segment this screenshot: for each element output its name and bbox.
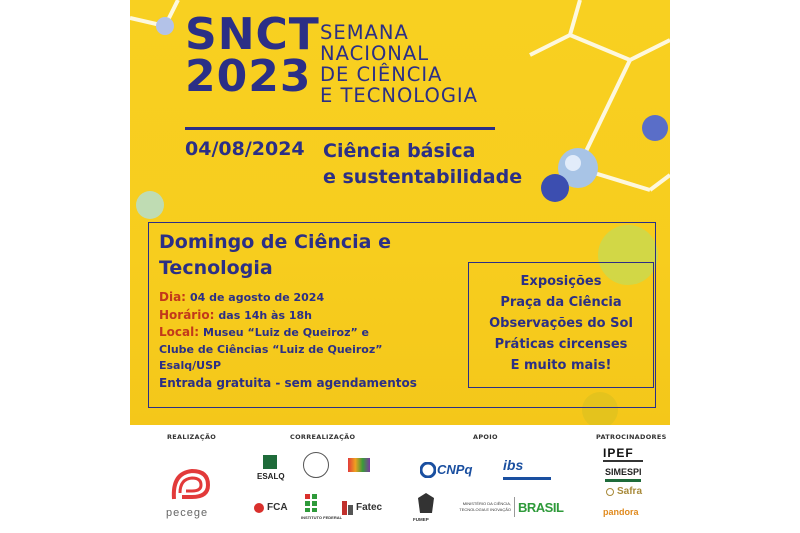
fatec-icon <box>342 501 354 515</box>
ipef-underline <box>603 460 643 462</box>
safra-icon <box>606 488 614 496</box>
pecege-logo-text: pecege <box>166 507 209 519</box>
time-row <box>159 307 417 325</box>
name-line-2: NACIONAL <box>320 42 430 65</box>
activity-item: Exposições <box>520 274 602 289</box>
day-row <box>159 289 417 307</box>
activity-item: Praça da Ciência <box>500 295 622 310</box>
header-realizacao: REALIZAÇÃO <box>167 433 217 441</box>
place-row <box>159 324 417 342</box>
left-margin <box>0 0 130 425</box>
theme-line-1: Ciência básica <box>323 140 476 162</box>
fumep-icon <box>418 493 434 513</box>
brasil-logo-text: BRASIL <box>518 500 564 515</box>
ministerio-logo-text: MINISTÉRIO DA CIÊNCIA, TECNOLOGIA E INOVAÇÃO <box>459 501 511 512</box>
ibs-logo-text: ibs <box>503 457 524 473</box>
event-title-line-1: Domingo de Ciência e <box>159 231 391 253</box>
cnpq-icon <box>420 462 436 478</box>
divider-rule <box>185 127 495 130</box>
right-margin <box>670 0 800 425</box>
time-value: das 14h às 18h <box>218 308 312 322</box>
pandora-logo-text: pandora <box>603 507 639 517</box>
header-apoio: APOIO <box>473 433 498 441</box>
event-details <box>159 289 417 391</box>
activity-item: E muito mais! <box>510 358 612 373</box>
theme-line-2: e sustentabilidade <box>323 166 523 188</box>
fca-logo-text: FCA <box>267 502 288 513</box>
activity-item: Práticas circenses <box>494 337 628 352</box>
instituto-federal-logo-text: INSTITUTO FEDERAL <box>301 515 343 520</box>
simespi-logo-text: SIMESPI <box>605 467 642 477</box>
fumep-logo-text: FUMEP <box>413 517 429 522</box>
snct-acronym <box>185 9 320 102</box>
fatec-logo-text: Fatec <box>356 502 383 513</box>
entry-note: Entrada gratuita - sem agendamentos <box>159 375 417 390</box>
activity-item: Observações do Sol <box>489 316 633 331</box>
place-label: Local: <box>159 325 200 339</box>
event-date: 04/08/2024 <box>185 138 305 160</box>
event-poster <box>130 0 670 425</box>
acronym-line-2: 2023 <box>185 51 312 102</box>
event-full-name <box>320 22 478 106</box>
pecege-logo-icon <box>168 465 212 505</box>
safra-logo-text: Safra <box>617 486 643 497</box>
place-row-2: Clube de Ciências “Luiz de Queiroz” <box>159 342 383 356</box>
day-value: 04 de agosto de 2024 <box>189 291 325 304</box>
logo-divider <box>514 497 515 517</box>
colorful-logo-icon <box>348 458 370 472</box>
name-line-4: E TECNOLOGIA <box>320 84 479 107</box>
event-title-line-2: Tecnologia <box>159 257 273 279</box>
fca-icon <box>254 503 264 513</box>
name-line-3: DE CIÊNCIA <box>320 63 443 86</box>
time-label: Horário: <box>159 307 215 322</box>
sponsors-strip <box>0 425 800 533</box>
instituto-federal-icon <box>304 493 324 513</box>
header-patrocinadores: PATROCINADORES <box>596 433 667 441</box>
ibs-underline <box>503 477 551 480</box>
place-value-1: Museu “Luiz de Queiroz” e <box>203 326 370 339</box>
ipef-logo-text: IPEF <box>603 446 634 460</box>
cnpq-logo-text: CNPq <box>437 462 473 477</box>
activities-box <box>468 262 654 388</box>
acronym-line-1: SNCT <box>185 9 320 60</box>
event-theme <box>323 138 522 190</box>
name-line-1: SEMANA <box>320 21 409 44</box>
day-label: Dia: <box>159 290 186 304</box>
esalq-icon <box>263 455 277 469</box>
event-title <box>159 229 391 281</box>
esalq-logo-text: ESALQ <box>257 472 285 481</box>
seal-icon <box>303 452 329 478</box>
header-correalizacao: CORREALIZAÇÃO <box>290 433 356 441</box>
place-row-3: Esalq/USP <box>159 359 222 372</box>
simespi-underline <box>605 479 641 482</box>
